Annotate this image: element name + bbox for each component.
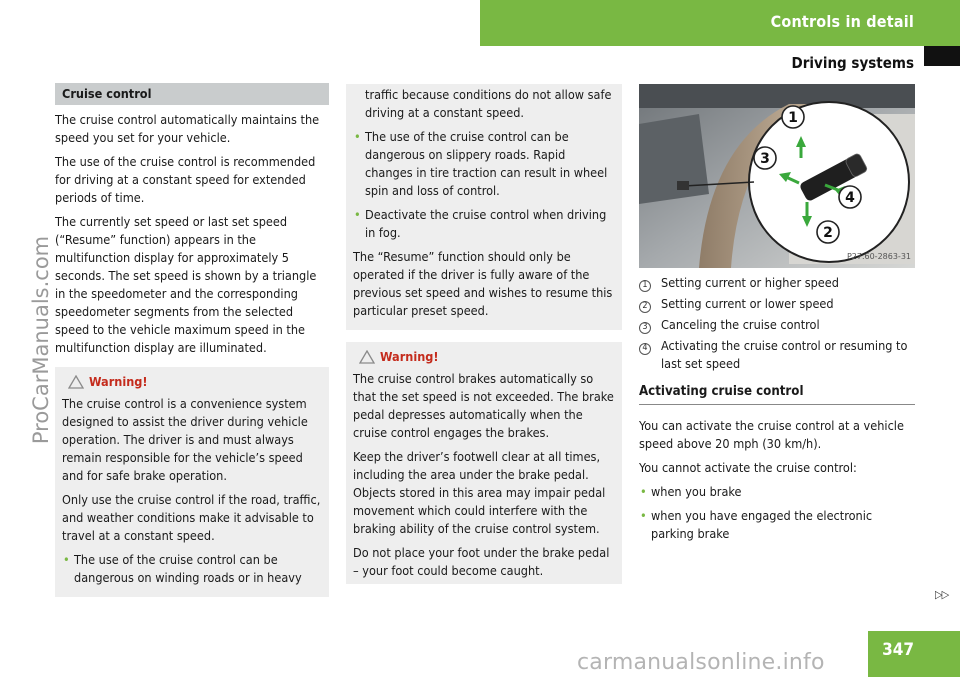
legend-text: Setting current or lower speed bbox=[661, 296, 834, 311]
warning-paragraph: Do not place your foot under the brake pedal – your foot could become caught. bbox=[353, 545, 610, 578]
callout-1 bbox=[782, 106, 804, 128]
lever-stub bbox=[677, 181, 689, 190]
paragraph: The currently set speed or last set speed (“Resume” function) appears in the multifunction display for approximately 5 seconds. The set speed is shown by a triangle in the speedometer and the corresponding speedometer segments from the selected speed to the vehicle maximum speed in the multifunction display are illuminated. bbox=[55, 214, 317, 355]
warning-paragraph: Only use the cruise control if the road, traffic, and weather conditions make it advisable to travel at a constant speed. bbox=[62, 492, 321, 543]
warning-title: Warning! bbox=[62, 373, 323, 391]
paragraph: The cruise control automatically maintains the speed you set for your vehicle. bbox=[55, 112, 320, 145]
warning-bullet: • The use of the cruise control can be dangerous on slippery roads. Rapid changes in tire traction can result in wheel spin and loss of control. bbox=[353, 128, 616, 200]
warning-box bbox=[346, 342, 622, 584]
column-3 bbox=[639, 84, 915, 549]
cruise-control-lever-figure bbox=[639, 84, 915, 268]
column-1 bbox=[55, 83, 329, 597]
warning-bullet: • Deactivate the cruise control when driving in fog. bbox=[353, 206, 616, 242]
legend-number: 3 bbox=[639, 322, 651, 334]
section-tab-marker bbox=[924, 46, 960, 66]
callout-2 bbox=[817, 221, 839, 243]
warning-paragraph: The cruise control brakes automatically so that the set speed is not exceeded. The brake pedal depresses automatically when the cruise control engages the brakes. bbox=[353, 371, 614, 440]
warning-triangle-icon bbox=[68, 375, 84, 389]
legend-item bbox=[639, 316, 915, 334]
svg-text:3: 3 bbox=[760, 151, 770, 167]
section-title: Driving systems bbox=[791, 54, 914, 72]
cruise-control-heading: Cruise control bbox=[55, 83, 329, 105]
legend-number: 2 bbox=[639, 301, 651, 313]
warning-box bbox=[55, 367, 329, 597]
legend-text: Canceling the cruise control bbox=[661, 317, 820, 332]
svg-text:1: 1 bbox=[788, 110, 798, 126]
activating-cruise-control-heading: Activating cruise control bbox=[639, 383, 915, 405]
bullet-item: • when you have engaged the electronic parking brake bbox=[639, 507, 915, 543]
legend-text: Setting current or higher speed bbox=[661, 275, 839, 290]
watermark-bottom: carmanualsonline.info bbox=[577, 650, 825, 675]
legend-item bbox=[639, 337, 915, 373]
warning-box-continued bbox=[346, 84, 622, 330]
page-number: 347 bbox=[882, 640, 914, 660]
warning-paragraph: The “Resume” function should only be operated if the driver is fully aware of the previous set speed and wishes to resume this particular preset speed. bbox=[353, 249, 613, 318]
warning-bullet-continued: traffic because conditions do not allow safe driving at a constant speed. bbox=[365, 87, 612, 120]
warning-triangle-icon bbox=[359, 350, 375, 364]
legend-number: 4 bbox=[639, 343, 651, 355]
warning-paragraph: Keep the driver’s footwell clear at all times, including the area under the brake pedal. Objects stored in this area may impair pedal movement which could interfere with the braking ability of the cruise control system. bbox=[353, 449, 606, 536]
column-2 bbox=[346, 84, 622, 584]
svg-text:2: 2 bbox=[823, 225, 833, 241]
warning-paragraph: The cruise control is a convenience system designed to assist the driver during vehicle operation. The driver is and must always remain responsible for the vehicle’s speed and for safe brake operation. bbox=[62, 396, 308, 483]
continue-arrows-icon: ▷▷ bbox=[935, 588, 949, 601]
legend-number: 1 bbox=[639, 280, 651, 292]
callout-4 bbox=[839, 186, 861, 208]
bullet-item: • when you brake bbox=[639, 483, 915, 501]
legend-item bbox=[639, 295, 915, 313]
warning-title: Warning! bbox=[353, 348, 616, 366]
watermark-left: ProCarManuals.com bbox=[29, 235, 53, 445]
legend-item bbox=[639, 274, 915, 292]
paragraph: You can activate the cruise control at a vehicle speed above 20 mph (30 km/h). bbox=[639, 418, 904, 451]
paragraph: The use of the cruise control is recommended for driving at a constant speed for extended periods of time. bbox=[55, 154, 316, 205]
legend-text: Activating the cruise control or resuming to last set speed bbox=[661, 338, 908, 371]
warning-bullet: • The use of the cruise control can be dangerous on winding roads or in heavy bbox=[62, 551, 323, 587]
figure-code: P27.60-2863-31 bbox=[846, 252, 911, 261]
chapter-title: Controls in detail bbox=[770, 12, 914, 31]
svg-text:4: 4 bbox=[845, 190, 855, 206]
paragraph: You cannot activate the cruise control: bbox=[639, 460, 857, 475]
callout-3 bbox=[754, 147, 776, 169]
